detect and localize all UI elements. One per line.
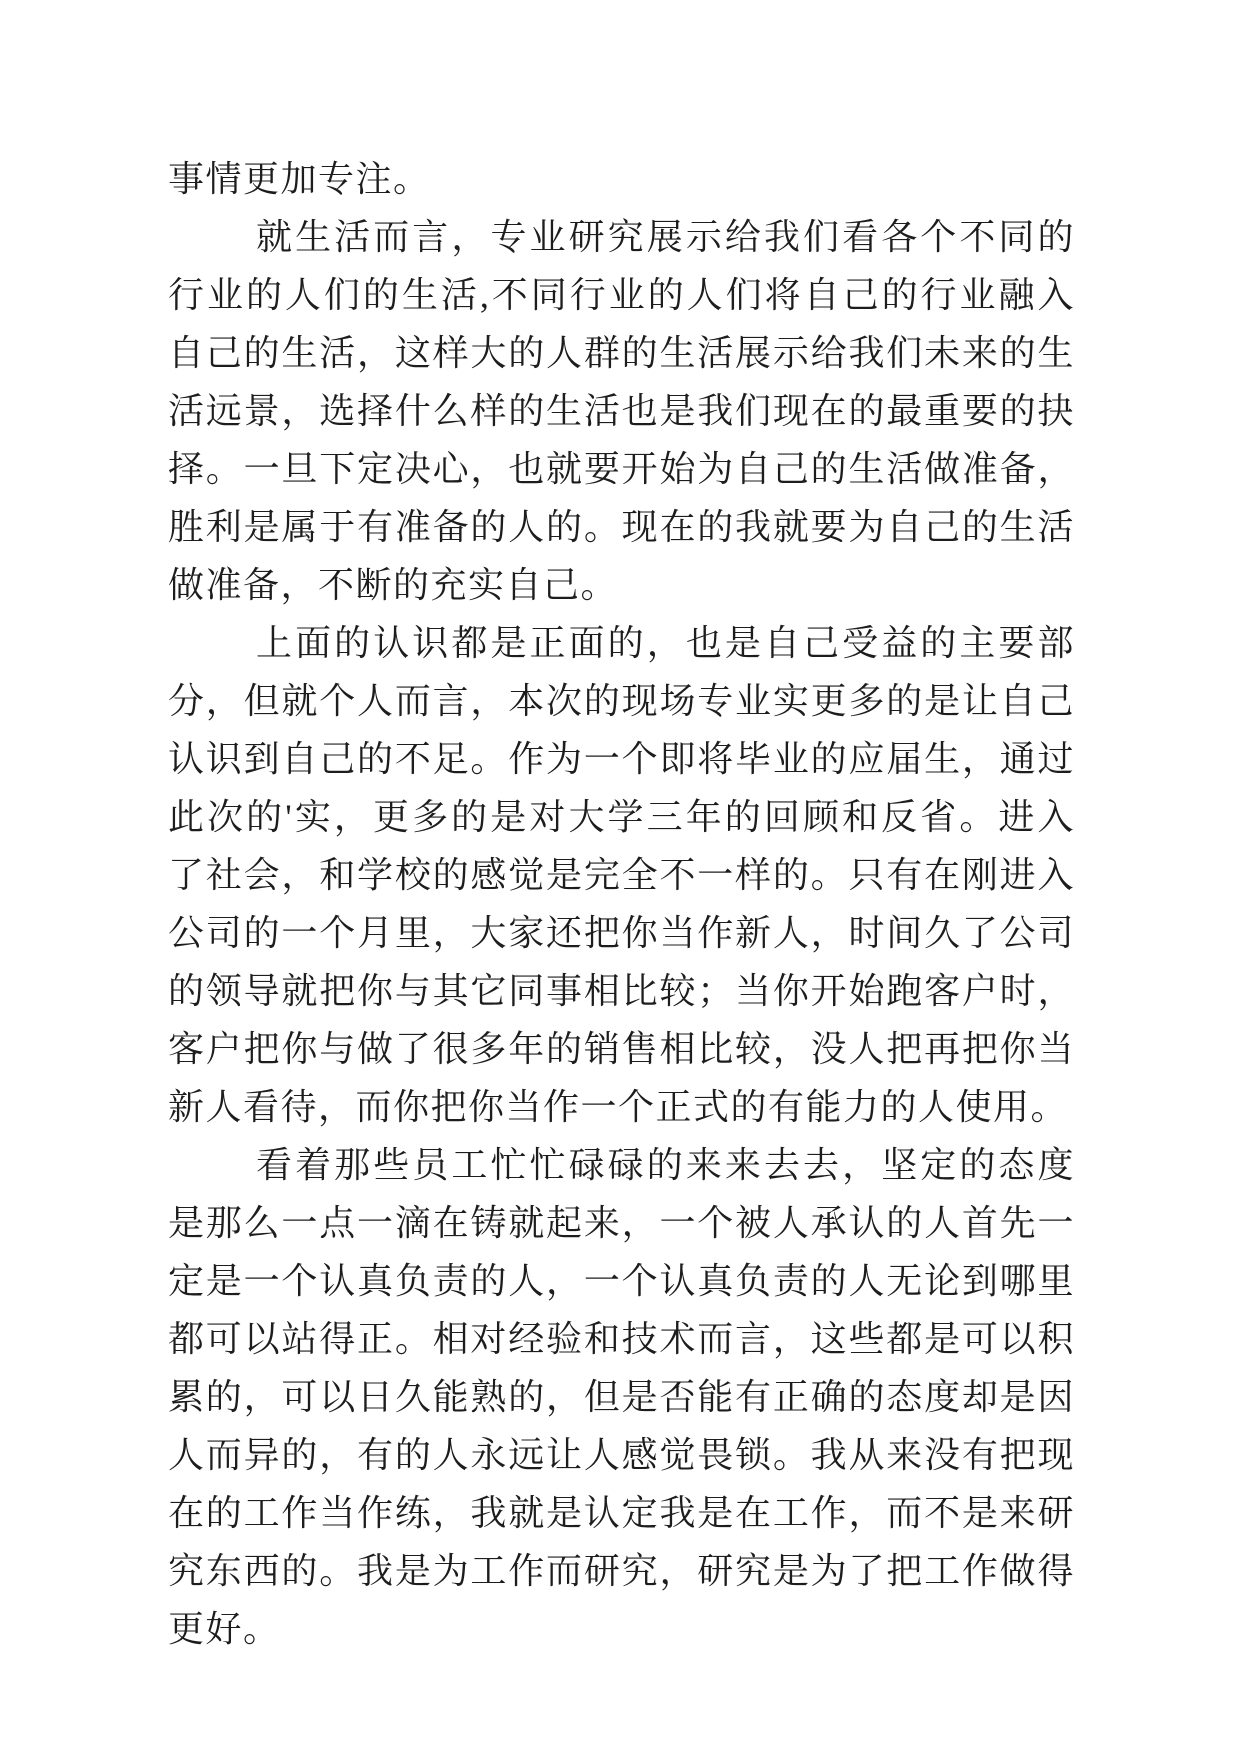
paragraph: 就生活而言，专业研究展示给我们看各个不同的行业的人们的生活,不同行业的人们将自己的行业融入自己的生活，这样大的人群的生活展示给我们未来的生活远景，选择什么样的生活也是我们现在的最重要的抉择。一旦下定决心，也就要开始为自己的生活做准备，胜利是属于有准备的人的。现在的我就要为自己的生活做准备，不断的充实自己。: [168, 217, 1075, 605]
paragraph: 看着那些员工忙忙碌碌的来来去去，坚定的态度是那么一点一滴在铸就起来，一个被人承认的人首先一定是一个认真负责的人，一个认真负责的人无论到哪里都可以站得正。相对经验和技术而言，这些都是可以积累的，可以日久能熟的，但是否能有正确的态度却是因人而异的，有的人永远让人感觉畏锁。我从来没有把现在的工作当作练，我就是认定我是在工作，而不是来研究东西的。我是为工作而研究，研究是为了把工作做得更好。: [168, 1145, 1075, 1649]
paragraph: 事情更加专注。: [168, 159, 431, 199]
paragraph: 上面的认识都是正面的，也是自己受益的主要部分，但就个人而言，本次的现场专业实更多的是让自己认识到自己的不足。作为一个即将毕业的应届生，通过此次的'实，更多的是对大学三年的回顾和反省。进入了社会，和学校的感觉是完全不一样的。只有在刚进入公司的一个月里，大家还把你当作新人，时间久了公司的领导就把你与其它同事相比较；当你开始跑客户时，客户把你与做了很多年的销售相比较，没人把再把你当新人看待，而你把你当作一个正式的有能力的人使用。: [168, 623, 1075, 1127]
document-text-block: [168, 150, 1075, 1658]
